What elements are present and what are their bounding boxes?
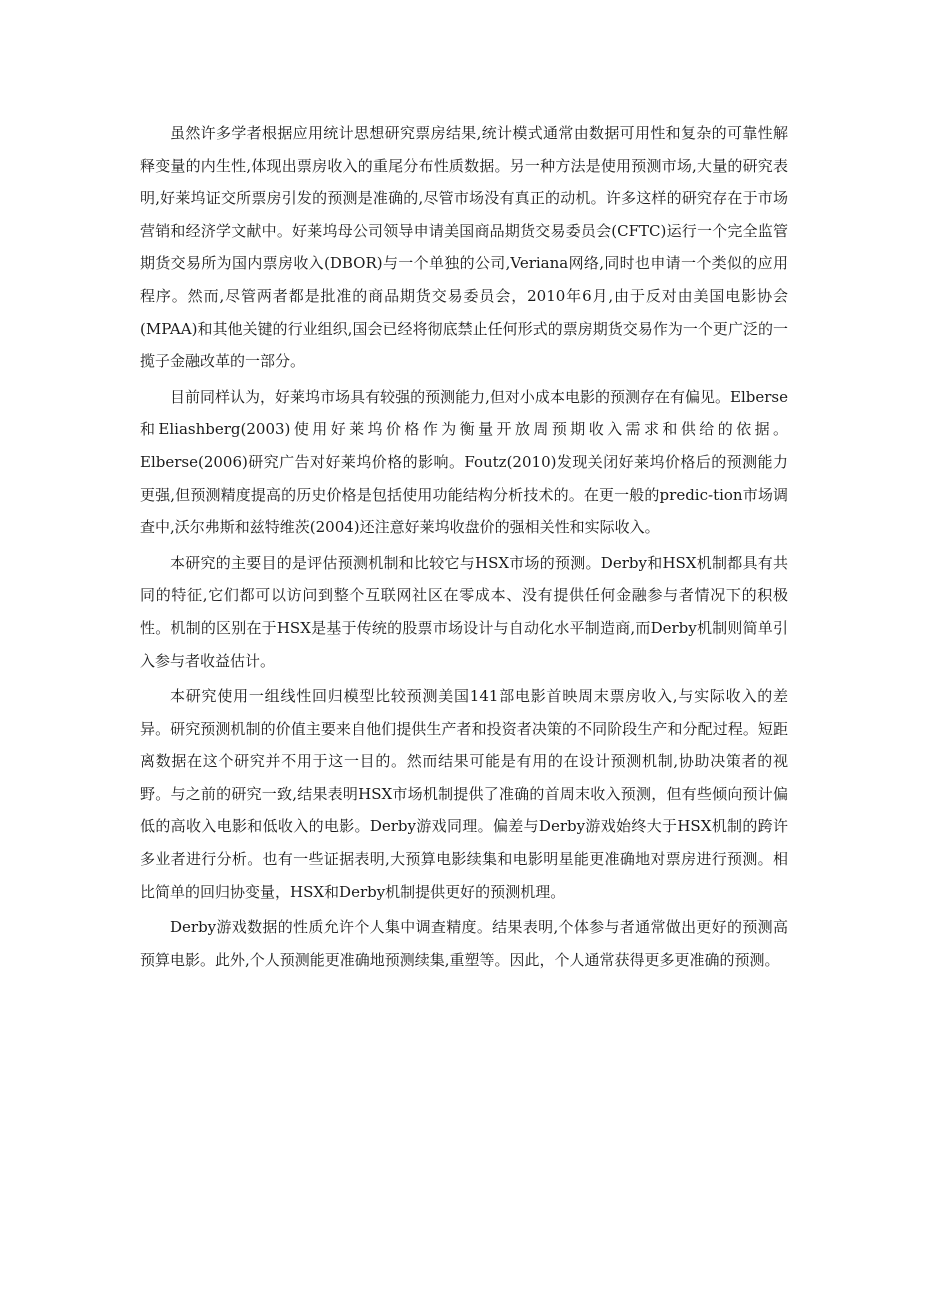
paragraph-2: 目前同样认为，好莱坞市场具有较强的预测能力,但对小成本电影的预测存在有偏见。Elberse和Eliashberg(2003)使用好莱坞价格作为衡量开放周预期收入需求和供给的依据。Elberse(2006)研究广告对好莱坞价格的影响。Foutz(2010)发现关闭好莱坞价格后的预测能力更强,但预测精度提高的历史价格是包括使用功能结构分析技术的。在更一般的predic-tion市场调查中,沃尔弗斯和兹特维茨(2004)还注意好莱坞收盘价的强相关性和实际收入。 xyxy=(140,387,788,537)
paragraph-4: 本研究使用一组线性回归模型比较预测美国141部电影首映周末票房收入,与实际收入的差异。研究预测机制的价值主要来自他们提供生产者和投资者决策的不同阶段生产和分配过程。短距离数据在这个研究并不用于这一目的。然而结果可能是有用的在设计预测机制,协助决策者的视野。与之前的研究一致,结果表明HSX市场机制提供了准确的首周末收入预测，但有些倾向预计偏低的高收入电影和低收入的电影。Derby游戏同理。偏差与Derby游戏始终大于HSX机制的跨许多业者进行分析。也有一些证据表明,大预算电影续集和电影明星能更准确地对票房进行预测。相比简单的回归协变量，HSX和Derby机制提供更好的预测机理。 xyxy=(140,687,788,901)
paragraph-1: 虽然许多学者根据应用统计思想研究票房结果,统计模式通常由数据可用性和复杂的可靠性解释变量的内生性,体现出票房收入的重尾分布性质数据。另一种方法是使用预测市场,大量的研究表明,好莱坞证交所票房引发的预测是准确的,尽管市场没有真正的动机。许多这样的研究存在于市场营销和经济学文献中。好莱坞母公司领导申请美国商品期货交易委员会(CFTC)运行一个完全监管期货交易所为国内票房收入(DBOR)与一个单独的公司,Veriana网络,同时也申请一个类似的应用程序。然而,尽管两者都是批准的商品期货交易委员会，2010年6月,由于反对由美国电影协会(MPAA)和其他关键的行业组织,国会已经将彻底禁止任何形式的票房期货交易作为一个更广泛的一揽子金融改革的一部分。 xyxy=(140,124,788,371)
paragraph-5: Derby游戏数据的性质允许个人集中调查精度。结果表明,个体参与者通常做出更好的预测高预算电影。此外,个人预测能更准确地预测续集,重塑等。因此，个人通常获得更多更准确的预测。 xyxy=(140,918,788,969)
document-body xyxy=(140,117,788,979)
paragraph-3: 本研究的主要目的是评估预测机制和比较它与HSX市场的预测。Derby和HSX机制都具有共同的特征,它们都可以访问到整个互联网社区在零成本、没有提供任何金融参与者情况下的积极性。机制的区别在于HSX是基于传统的股票市场设计与自动化水平制造商,而Derby机制则简单引入参与者收益估计。 xyxy=(140,553,788,670)
